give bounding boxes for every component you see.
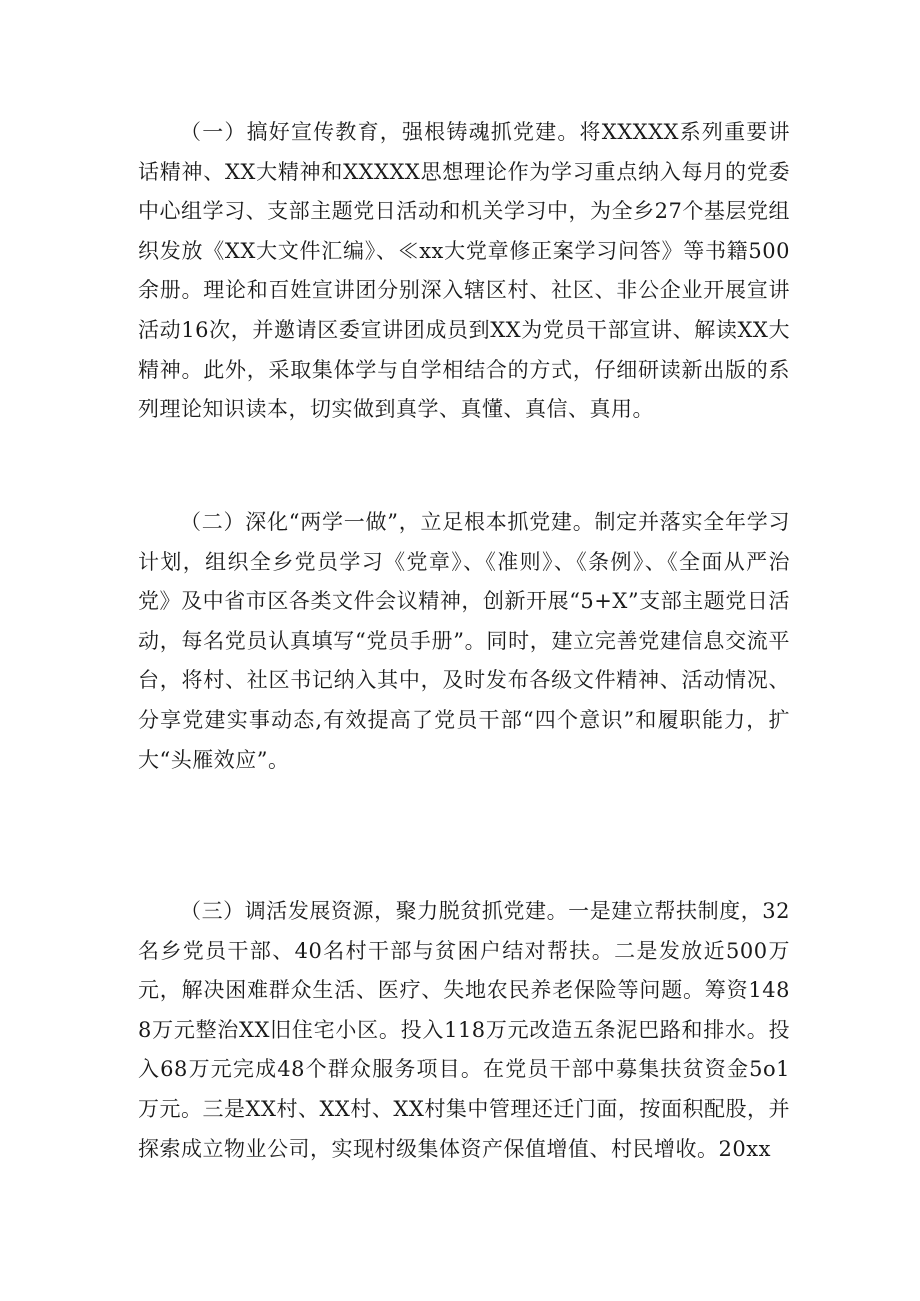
paragraph-two-studies: （二）深化“两学一做”，立足根本抓党建。制定并落实全年学习计划，组织全乡党员学习《党章》、《准则》、《条例》、《全面从严治党》及中省市区各类文件会议精神，创新开展“5+X”支部主题党日活动，每名党员认真填写“党员手册”。同时，建立完善党建信息交流平台，将村、社区书记纳入其中，及时发布各级文件精神、活动情况、分享党建实事动态,有效提高了党员干部“四个意识”和履职能力，扩大“头雁效应”。 — [138, 510, 790, 772]
paragraph-promotion-education: （一）搞好宣传教育，强根铸魂抓党建。将XXXXX系列重要讲话精神、XX大精神和XXXXX思想理论作为学习重点纳入每月的党委中心组学习、支部主题党日活动和机关学习中，为全乡27个基层党组织发放《XX大文件汇编》、≪xx大党章修正案学习问答》等书籍500余册。理论和百姓宣讲团分别深入辖区村、社区、非公企业开展宣讲活动16次，并邀请区委宣讲团成员到XX为党员干部宣讲、解读XX大精神。此外，采取集体学与自学相结合的方式，仔细研读新出版的系列理论知识读本，切实做到真学、真懂、真信、真用。 — [138, 120, 790, 422]
paragraph-poverty-alleviation: （三）调活发展资源，聚力脱贫抓党建。一是建立帮扶制度，32名乡党员干部、40名村干部与贫困户结对帮扶。二是发放近500万元，解决困难群众生活、医疗、失地农民养老保险等问题。筹资1488万元整治XX旧住宅小区。投入118万元改造五条泥巴路和排水。投入68万元完成48个群众服务项目。在党员干部中募集扶贫资金5o1万元。三是XX村、XX村、XX村集中管理还迁门面，按面积配股，并探索成立物业公司，实现村级集体资产保值增值、村民增收。20xx — [138, 899, 790, 1161]
